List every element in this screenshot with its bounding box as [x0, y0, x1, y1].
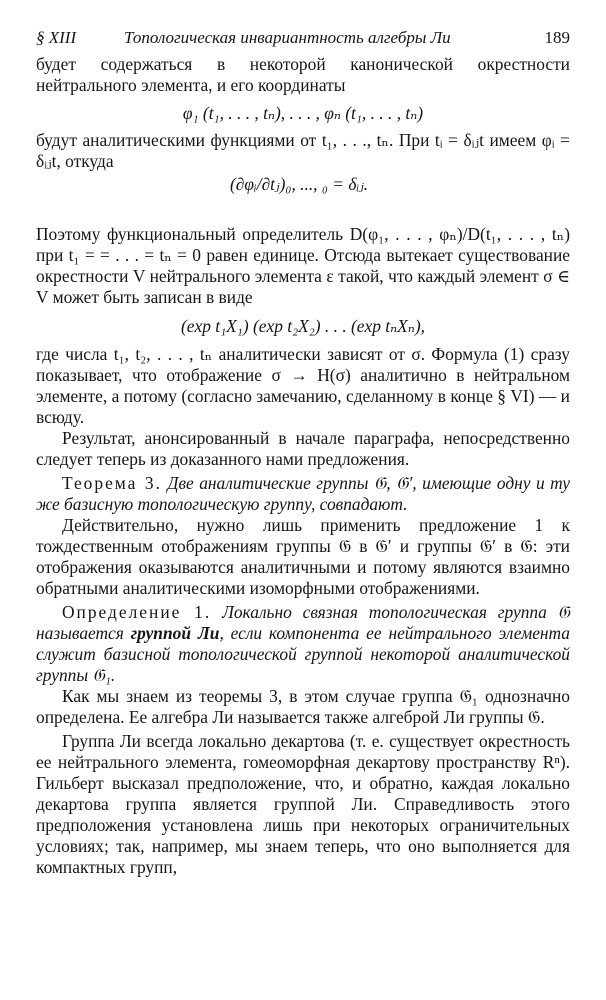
- formula-derivative: [36, 174, 570, 220]
- paragraph-1: будет содержаться в некоторой канонической окрестности нейтрального элемента, и его координаты: [36, 54, 570, 95]
- book-page: [36, 28, 570, 878]
- paragraph-8: Группа Ли всегда локально декартова (т. е. существует окрестность ее нейтрального элемента, гомеоморфная декартову пространству Rⁿ). Гильберт высказал предположение, что, и обратно, каждая локально декартова группа является группой Ли. Справедливость этого предположения установлена лишь при некоторых ограничительных условиях; так, например, мы знаем теперь, что оно выполняется для компактных групп,: [36, 731, 570, 877]
- paragraph-6: Действительно, нужно лишь применить предложение 1 к тождественным отображениям группы 𝔊 в 𝔊′ и группы 𝔊′ в 𝔊: эти отображения оказываются аналитичными и потому являются взаимно обратными аналитическими изоморфными отображениями.: [36, 515, 570, 598]
- paragraph-2: будут аналитическими функциями от t₁, . . ., tₙ. При tᵢ = δᵢⱼt имеем φᵢ = δᵢⱼt, откуда: [36, 130, 570, 171]
- paragraph-5: Результат, анонсированный в начале параграфа, непосредственно следует теперь из доказанного нами предложения.: [36, 428, 570, 469]
- formula-coordinates: φ₁ (t₁, . . . , tₙ), . . . , φₙ (t₁, . . . , tₙ): [182, 103, 424, 123]
- theorem-3-heading: Теорема 3.: [62, 473, 162, 493]
- formula-exponential: (exp t₁X₁) (exp t₂X₂) . . . (exp tₙXₙ),: [181, 316, 425, 336]
- running-title: Топологическая инвариантность алгебры Ли: [124, 28, 451, 47]
- running-header: [36, 28, 570, 54]
- definition-1-text-a: Локально связная топологическая группа 𝔊 называется: [36, 602, 570, 643]
- theorem-3-statement: Две аналитические группы 𝔊, 𝔊′, имеющие одну и ту же базисную топологическую группу, совпадают.: [36, 473, 570, 514]
- definition-1-term: группой Ли: [130, 623, 220, 643]
- paragraph-7: Как мы знаем из теоремы 3, в этом случае группа 𝔊₁ однозначно определена. Ее алгебра Ли называется также алгеброй Ли группы 𝔊.: [36, 686, 570, 727]
- paragraph-4: где числа t₁, t₂, . . . , tₙ аналитически зависят от σ. Формула (1) сразу показывает, что отображение σ → H(σ) аналитично в нейтральном элементе, а потому (согласно замечанию, сделанному в конце § VI) — и всюду.: [36, 344, 570, 427]
- formula-derivative-text: (∂φᵢ/∂tⱼ)₀, ..., ₀ = δᵢⱼ.: [230, 174, 369, 194]
- section-number: § XIII: [36, 28, 77, 47]
- paragraph-3: Поэтому функциональный определитель D(φ₁, . . . , φₙ)/D(t₁, . . . , tₙ) при t₁ = = . . . = tₙ = 0 равен единице. Отсюда вытекает существование окрестности V нейтрального элемента ε такой, что каждый элемент σ ∈ V может быть записан в виде: [36, 224, 570, 307]
- theorem-3: [36, 473, 570, 515]
- definition-1-text-b: , если компонента ее нейтрального элемента служит базисной топологической группой некоторой аналитической группы 𝔊₁.: [36, 623, 571, 685]
- definition-1: [36, 602, 570, 686]
- page-number: 189: [544, 28, 570, 47]
- definition-1-heading: Определение 1.: [62, 602, 212, 622]
